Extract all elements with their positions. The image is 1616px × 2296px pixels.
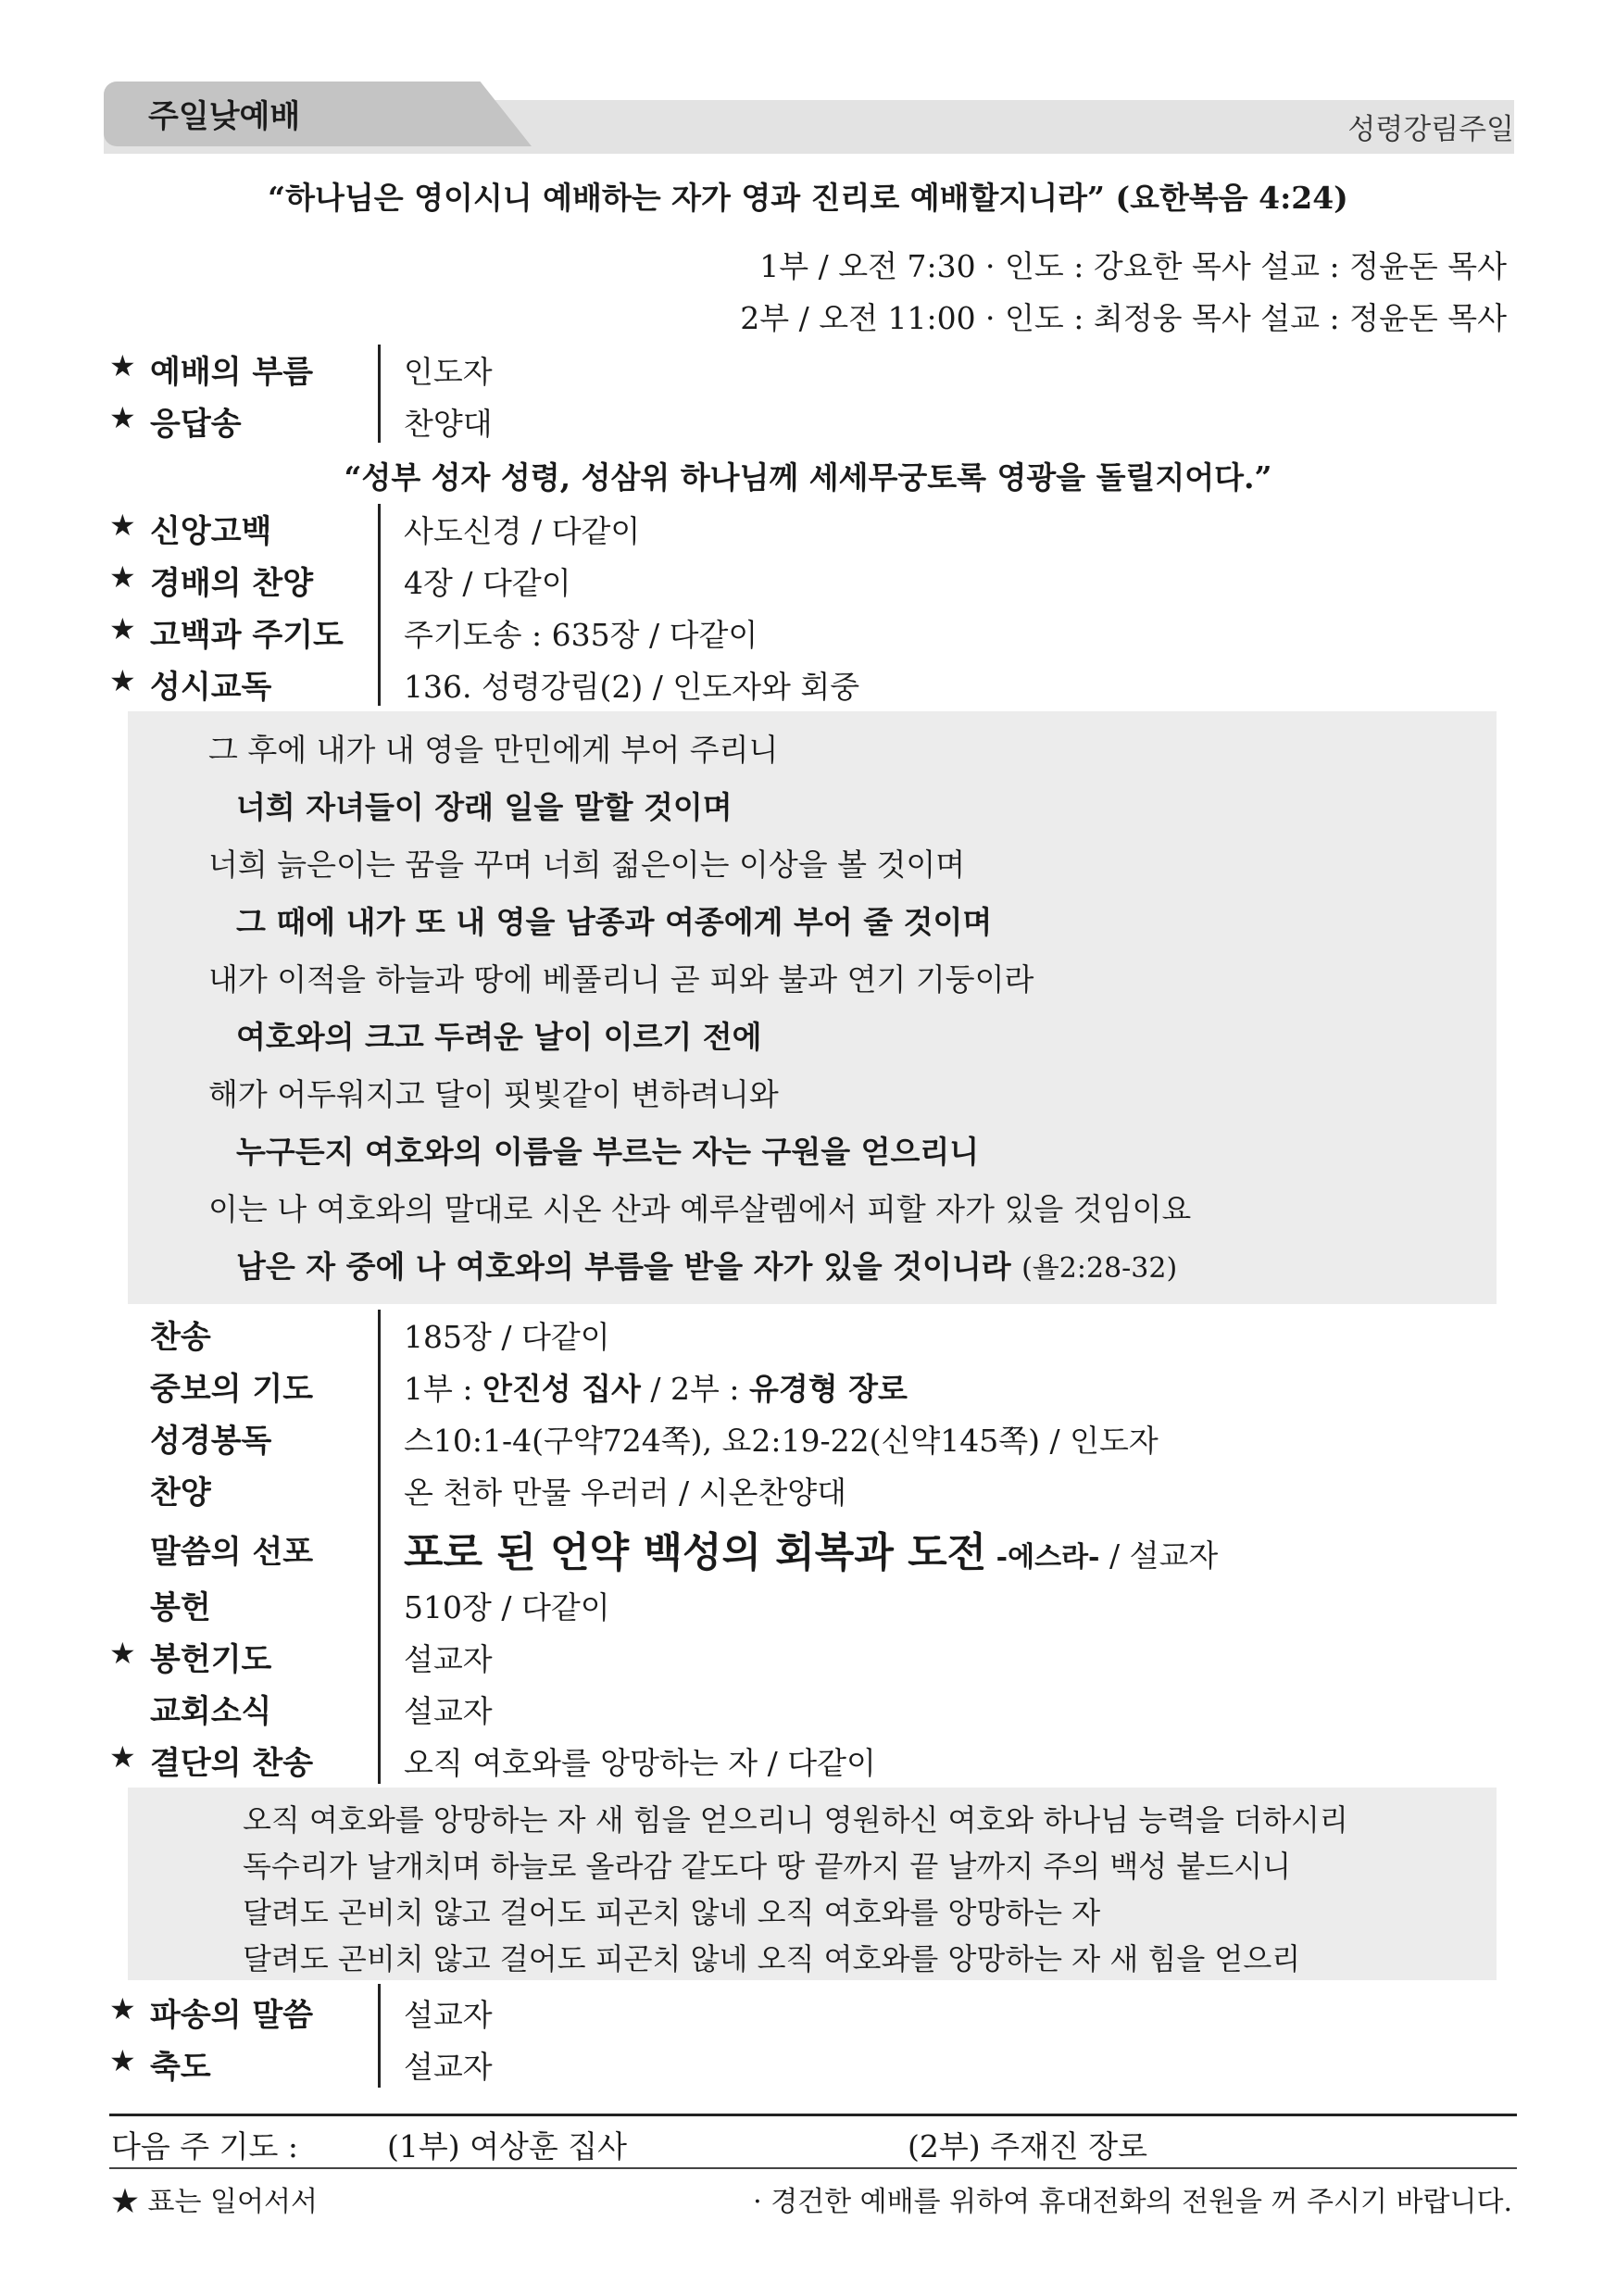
footer-divider (109, 2114, 1517, 2116)
order-item-offering-prayer (0, 1632, 1616, 1680)
order-label: 중보의 기도 (150, 1371, 314, 1408)
reading-line-leader: 그 후에 내가 내 영을 만민에게 부어 주리니 (208, 732, 779, 768)
reading-line-leader: 해가 어두워지고 달이 핏빛같이 변하려니와 (208, 1076, 779, 1112)
sermon-title: 포로 된 언약 백성의 회복과 도전 (404, 1529, 987, 1576)
order-label: 결단의 찬송 (150, 1745, 314, 1782)
phone-notice: · 경건한 예배를 위하여 휴대전화의 전원을 꺼 주시기 바랍니다. (753, 2186, 1512, 2218)
order-label: 고백과 주기도 (150, 617, 344, 654)
order-value: 온 천하 만물 우러러 / 시온찬양대 (404, 1474, 846, 1511)
reading-line-congregation: 너희 자녀들이 장래 일을 말할 것이며 (236, 789, 733, 825)
service-info-2: 2부 / 오전 11:00 · 인도 : 최정웅 목사 설교 : 정윤돈 목사 (740, 300, 1507, 336)
star-icon: ★ (109, 663, 136, 698)
order-value: 스10:1-4(구약724쪽), 요2:19-22(신약145쪽) / 인도자 (404, 1423, 1159, 1459)
reading-line-congregation: 여호와의 크고 두려운 날이 이르기 전에 (236, 1019, 762, 1055)
reading-line-leader: 너희 늙은이는 꿈을 꾸며 너희 젊은이는 이상을 볼 것이며 (208, 847, 966, 883)
next-prayer-label: 다음 주 기도 : (111, 2128, 298, 2164)
order-label: 응답송 (150, 406, 242, 443)
standing-legend: ★ 표는 일어서서 (111, 2186, 318, 2218)
hymn-lyric-line: 달려도 곤비치 않고 걸어도 피곤치 않네 오직 여호와를 앙망하는 자 새 힘을 얻으리 (243, 1941, 1301, 1976)
order-label: 찬송 (150, 1319, 211, 1356)
next-prayer-2: (2부) 주재진 장로 (908, 2128, 1147, 2164)
order-label: 성시교독 (150, 669, 272, 706)
occasion-label: 성령강림주일 (1347, 113, 1514, 146)
response-text: “성부 성자 성령, 성삼위 하나님께 세세무궁토록 영광을 돌릴지어다.” (344, 459, 1272, 496)
order-value: 설교자 (404, 2049, 493, 2085)
order-item-intercessory-prayer (0, 1361, 1616, 1410)
order-item-call-to-worship (0, 345, 1616, 393)
prayer-name1: 안진성 집사 (482, 1371, 641, 1407)
order-label: 성경봉독 (150, 1423, 272, 1460)
next-prayer-1: (1부) 여상훈 집사 (387, 2128, 627, 2164)
star-icon: ★ (109, 559, 136, 595)
order-item-sermon (0, 1519, 1616, 1576)
order-item-lords-prayer (0, 608, 1616, 656)
reading-last-line: 남은 자 중에 나 여호와의 부름을 받을 자가 있을 것이니라 (236, 1248, 1011, 1285)
order-value: 사도신경 / 다같이 (404, 513, 641, 549)
order-value: 설교자 (404, 1693, 493, 1729)
sermon-subtitle: -에스라- (996, 1541, 1100, 1574)
order-label: 파송의 말씀 (150, 1997, 314, 2034)
prayer-part1: 1부 : (404, 1371, 482, 1407)
star-icon: ★ (109, 1739, 136, 1775)
order-label: 경배의 찬양 (150, 565, 314, 602)
order-label: 축도 (150, 2049, 211, 2086)
star-icon: ★ (109, 1636, 136, 1671)
prayer-sep: / 2부 : (640, 1371, 749, 1407)
order-value: 설교자 (404, 1997, 493, 2033)
order-item-praise-hymn (0, 556, 1616, 604)
reading-line-leader: 내가 이적을 하늘과 땅에 베풀리니 곧 피와 불과 연기 기둥이라 (208, 961, 1034, 997)
order-item-choir-praise (0, 1465, 1616, 1513)
order-value: 찬양대 (404, 406, 493, 442)
reading-line-congregation (236, 1243, 1177, 1286)
order-value: 오직 여호와를 앙망하는 자 / 다같이 (404, 1745, 876, 1781)
order-value: 주기도송 : 635장 / 다같이 (404, 617, 758, 653)
star-icon: ★ (109, 611, 136, 646)
order-label: 교회소식 (150, 1693, 272, 1730)
order-item-benediction (0, 2039, 1616, 2088)
order-label: 신앙고백 (150, 513, 272, 550)
star-icon: ★ (109, 2043, 136, 2078)
order-value (404, 1365, 908, 1409)
order-item-sending-word (0, 1988, 1616, 2036)
reading-line-congregation: 누구든지 여호와의 이름을 부르는 자는 구원을 얻으리니 (236, 1134, 980, 1170)
reading-reference: (욜2:28-32) (1021, 1252, 1178, 1285)
star-icon: ★ (109, 1991, 136, 2026)
order-value: 136. 성령강림(2) / 인도자와 회중 (404, 669, 860, 705)
footer-divider (109, 2167, 1517, 2169)
order-label: 봉헌 (150, 1589, 211, 1626)
order-value: 185장 / 다같이 (404, 1319, 610, 1355)
order-item-church-news (0, 1684, 1616, 1732)
theme-verse: “하나님은 영이시니 예배하는 자가 영과 진리로 예배할지니라” (요한복음 4:24) (268, 180, 1348, 216)
hymn-lyric-line: 오직 여호와를 앙망하는 자 새 힘을 얻으리니 영원하신 여호와 하나님 능력을 더하시리 (243, 1802, 1348, 1838)
order-item-scripture (0, 1413, 1616, 1462)
order-value: 인도자 (404, 354, 493, 390)
service-info-1: 1부 / 오전 7:30 · 인도 : 강요한 목사 설교 : 정윤돈 목사 (759, 248, 1507, 284)
order-item-response (0, 396, 1616, 445)
star-icon: ★ (109, 400, 136, 435)
order-item-hymn (0, 1310, 1616, 1358)
order-label: 말씀의 선포 (150, 1534, 314, 1571)
order-item-offering (0, 1580, 1616, 1628)
page-title: 주일낮예배 (148, 98, 301, 135)
prayer-name2: 유경형 장로 (748, 1371, 908, 1407)
sermon-info (404, 1519, 1218, 1578)
order-label: 봉헌기도 (150, 1641, 272, 1678)
reading-line-leader: 이는 나 여호와의 말대로 시온 산과 예루살렘에서 피할 자가 있을 것임이요 (208, 1191, 1192, 1227)
order-item-responsive-reading (0, 659, 1616, 708)
order-value: 설교자 (404, 1641, 493, 1677)
order-value: 4장 / 다같이 (404, 565, 571, 601)
order-item-creed (0, 504, 1616, 552)
order-label: 예배의 부름 (150, 354, 314, 391)
sermon-by: / 설교자 (1099, 1537, 1219, 1574)
order-label: 찬양 (150, 1474, 211, 1512)
star-icon: ★ (109, 508, 136, 543)
order-item-decision-hymn (0, 1736, 1616, 1784)
hymn-lyric-line: 독수리가 날개치며 하늘로 올라감 같도다 땅 끝까지 끝 날까지 주의 백성 붙드시니 (243, 1849, 1291, 1884)
order-value: 510장 / 다같이 (404, 1589, 610, 1625)
hymn-lyric-line: 달려도 곤비치 않고 걸어도 피곤치 않네 오직 여호와를 앙망하는 자 (243, 1895, 1101, 1930)
star-icon: ★ (109, 348, 136, 383)
reading-line-congregation: 그 때에 내가 또 내 영을 남종과 여종에게 부어 줄 것이며 (236, 904, 993, 940)
